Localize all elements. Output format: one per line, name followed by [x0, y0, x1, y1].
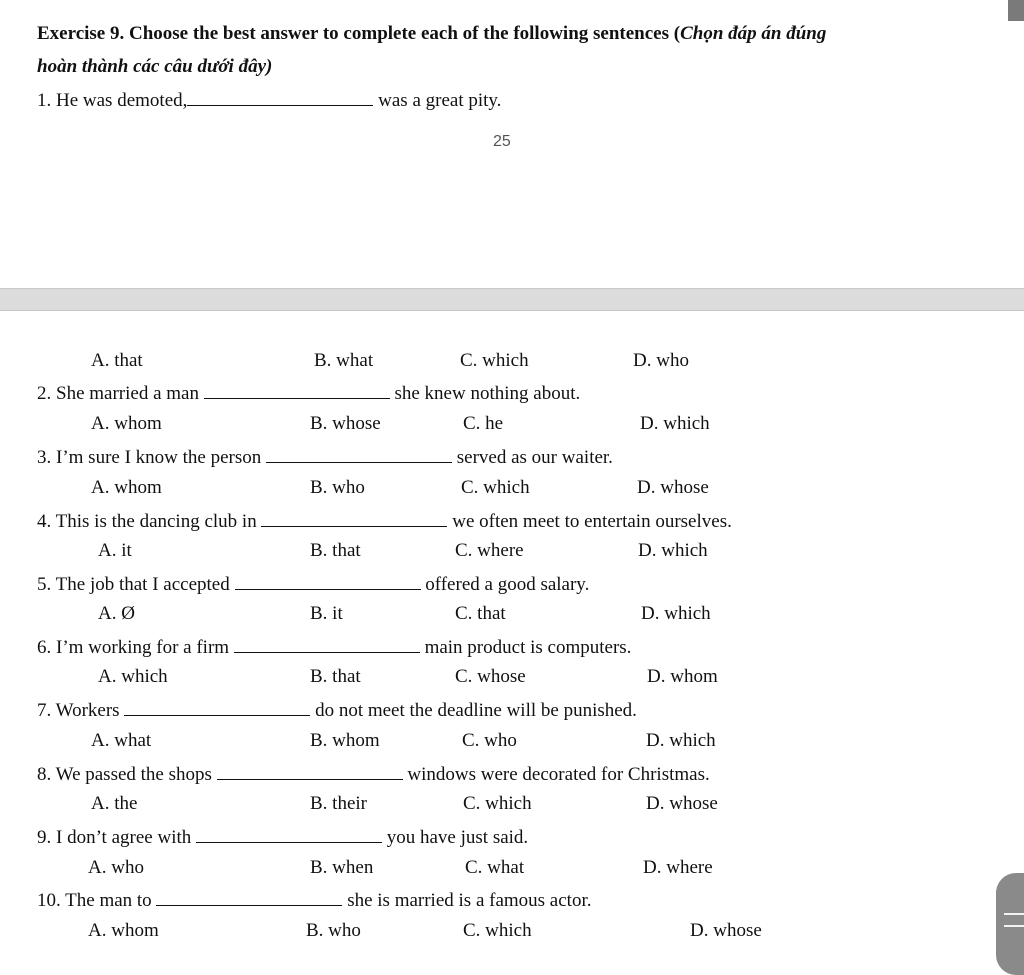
- question-after: main product is computers.: [424, 637, 632, 658]
- option-c: C. which: [461, 477, 530, 498]
- question-before: 5. The job that I accepted: [37, 574, 230, 595]
- question-4: [37, 509, 732, 533]
- option-a: A. who: [88, 857, 144, 878]
- answer-blank: [124, 698, 310, 716]
- option-c: C. whose: [455, 666, 526, 687]
- option-b: B. what: [314, 350, 374, 371]
- question-8: [37, 762, 710, 786]
- answer-blank: [196, 825, 382, 843]
- option-a: A. it: [98, 540, 132, 561]
- exercise-title: [37, 23, 826, 45]
- option-d: D. whose: [690, 920, 762, 941]
- option-b: B. when: [310, 857, 374, 878]
- question-before: 2. She married a man: [37, 383, 199, 404]
- question-before: 10. The man to: [37, 890, 152, 911]
- option-b: B. who: [306, 920, 361, 941]
- question-before: 9. I don’t agree with: [37, 827, 192, 848]
- question-before: 7. Workers: [37, 700, 120, 721]
- page-break-divider: [0, 288, 1024, 311]
- option-c: C. who: [462, 730, 517, 751]
- option-d: D. who: [633, 350, 689, 371]
- option-a: A. whom: [91, 413, 162, 434]
- option-d: D. which: [638, 540, 708, 561]
- question-6: [37, 635, 631, 659]
- question-2: [37, 381, 580, 405]
- option-c: C. which: [463, 920, 532, 941]
- question-5: [37, 572, 589, 596]
- question-after: we often meet to entertain ourselves.: [452, 511, 732, 532]
- answer-blank: [235, 572, 421, 590]
- option-c: C. which: [463, 793, 532, 814]
- option-b: B. whom: [310, 730, 380, 751]
- question-before: 3. I’m sure I know the person: [37, 447, 262, 468]
- option-b: B. who: [310, 477, 365, 498]
- question-after: served as our waiter.: [456, 447, 613, 468]
- option-a: A. whom: [88, 920, 159, 941]
- option-d: D. which: [640, 413, 710, 434]
- option-c: C. that: [455, 603, 506, 624]
- option-a: A. whom: [91, 477, 162, 498]
- question-after: you have just said.: [386, 827, 529, 848]
- question-1: [37, 88, 501, 112]
- option-b: B. that: [310, 666, 361, 687]
- question-after: offered a good salary.: [425, 574, 590, 595]
- option-c: C. he: [463, 413, 504, 434]
- option-d: D. which: [641, 603, 711, 624]
- option-b: B. whose: [310, 413, 381, 434]
- scrollbar-thumb[interactable]: [1008, 0, 1024, 21]
- answer-blank: [217, 762, 403, 780]
- option-b: B. their: [310, 793, 367, 814]
- option-b: B. it: [310, 603, 343, 624]
- answer-blank: [234, 635, 420, 653]
- title-italic: Chọn đáp án đúng: [680, 23, 827, 44]
- question-before: 6. I’m working for a firm: [37, 637, 230, 658]
- answer-blank: [187, 88, 373, 106]
- question-10: [37, 888, 591, 912]
- option-d: D. whose: [646, 793, 718, 814]
- option-d: D. whose: [637, 477, 709, 498]
- question-7: [37, 698, 637, 722]
- option-c: C. which: [460, 350, 529, 371]
- menu-icon: [1004, 925, 1024, 927]
- option-a: A. Ø: [98, 603, 135, 624]
- question-after: she is married is a famous actor.: [347, 890, 592, 911]
- question-before: 8. We passed the shops: [37, 764, 212, 785]
- option-a: A. that: [91, 350, 143, 371]
- answer-blank: [261, 509, 447, 527]
- option-d: D. where: [643, 857, 713, 878]
- question-3: [37, 445, 613, 469]
- answer-blank: [156, 888, 342, 906]
- option-a: A. what: [91, 730, 152, 751]
- option-b: B. that: [310, 540, 361, 561]
- page-number: 25: [493, 133, 511, 150]
- option-a: A. which: [98, 666, 168, 687]
- title-bold: Exercise 9. Choose the best answer to complete each of the following sentences (: [37, 23, 681, 44]
- question-1-before: 1. He was demoted,: [37, 90, 188, 111]
- option-a: A. the: [91, 793, 138, 814]
- option-d: D. which: [646, 730, 716, 751]
- menu-button[interactable]: [996, 873, 1024, 975]
- question-after: windows were decorated for Christmas.: [407, 764, 710, 785]
- question-after: she knew nothing about.: [394, 383, 581, 404]
- question-before: 4. This is the dancing club in: [37, 511, 257, 532]
- question-9: [37, 825, 528, 849]
- answer-blank: [266, 445, 452, 463]
- option-c: C. what: [465, 857, 525, 878]
- option-d: D. whom: [647, 666, 718, 687]
- question-after: do not meet the deadline will be punished.: [315, 700, 637, 721]
- answer-blank: [204, 381, 390, 399]
- exercise-title-line2: hoàn thành các câu dưới đây): [37, 56, 273, 77]
- question-1-after: was a great pity.: [378, 90, 502, 111]
- option-c: C. where: [455, 540, 524, 561]
- menu-icon: [1004, 913, 1024, 915]
